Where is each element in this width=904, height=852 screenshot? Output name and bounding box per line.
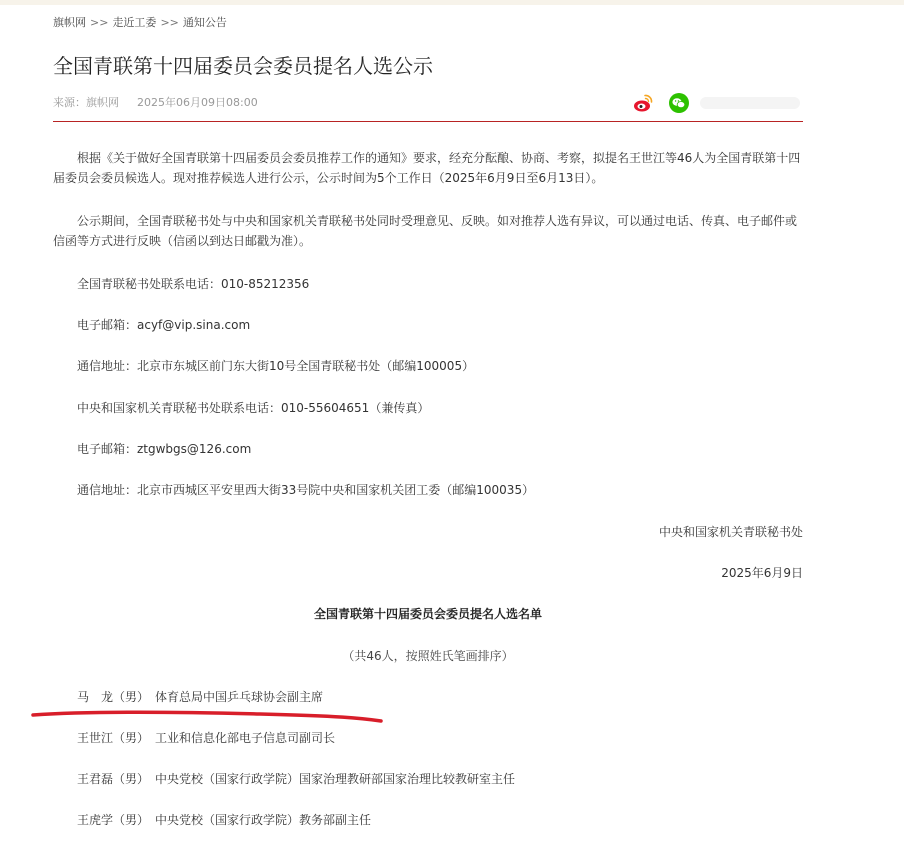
contact-address-acyf: 通信地址：北京市东城区前门东大街10号全国青联秘书处（邮编100005） [77,359,475,373]
red-underline-annotation [30,705,390,729]
list-subtitle: （共46人，按照姓氏笔画排序） [342,649,514,663]
page-title: 全国青联第十四届委员会委员提名人选公示 [53,54,433,78]
breadcrumb-separator: >> [90,16,109,29]
contact-address-ztgw: 通信地址：北京市西城区平安里西大街33号院中央和国家机关团工委（邮编100035） [77,483,535,497]
contact-email-ztgw: 电子邮箱：ztgwbgs@126.com [77,442,252,456]
breadcrumb-separator: >> [160,16,179,29]
article-source: 来源：旗帜网 [53,96,119,109]
signature: 中央和国家机关青联秘书处 [658,525,803,539]
top-strip [0,0,904,5]
breadcrumb-current-link[interactable]: 通知公告 [182,16,227,29]
article-meta [53,95,258,111]
list-title: 全国青联第十四届委员会委员提名人选名单 [313,607,542,621]
article-paragraph-2: 公示期间，全国青联秘书处与中央和国家机关青联秘书处同时受理意见、反映。如对推荐人选有异议，可以通过电话、传真、电子邮件或信函等方式进行反映（信函以到达日邮戳为准）。 [53,214,798,248]
share-count-placeholder [700,97,800,109]
article-date: 2025年06月09日08:00 [137,96,258,109]
contact-phone-ztgw: 中央和国家机关青联秘书处联系电话：010-55604651（兼传真） [77,401,430,415]
wechat-icon[interactable] [668,92,690,114]
contact-phone-acyf: 全国青联秘书处联系电话：010-85212356 [77,277,310,291]
nominee-item: 王君磊（男） 中央党校（国家行政学院）国家治理教研部国家治理比较教研室主任 [77,772,516,786]
contact-email-acyf: 电子邮箱：acyf@vip.sina.com [77,318,251,332]
nominee-item: 马 龙（男） 体育总局中国乒乓球协会副主席 [77,690,324,704]
breadcrumb-section-link[interactable]: 走近工委 [112,16,157,29]
signature-date: 2025年6月9日 [721,566,803,580]
article-paragraph-1: 根据《关于做好全国青联第十四届委员会委员推荐工作的通知》要求，经充分酝酿、协商、考察，拟提名王世江等46人为全国青联第十四届委员会委员候选人。现对推荐候选人进行公示，公示时间为5个工作日（2025年6月9日至6月13日）。 [53,151,801,185]
breadcrumb [53,15,227,31]
weibo-icon[interactable] [632,92,654,114]
breadcrumb-home-link[interactable]: 旗帜网 [53,16,86,29]
nominee-item: 王虎学（男） 中央党校（国家行政学院）教务部副主任 [77,813,372,827]
nominee-item: 王世江（男） 工业和信息化部电子信息司副司长 [77,731,336,745]
title-divider [53,121,803,122]
